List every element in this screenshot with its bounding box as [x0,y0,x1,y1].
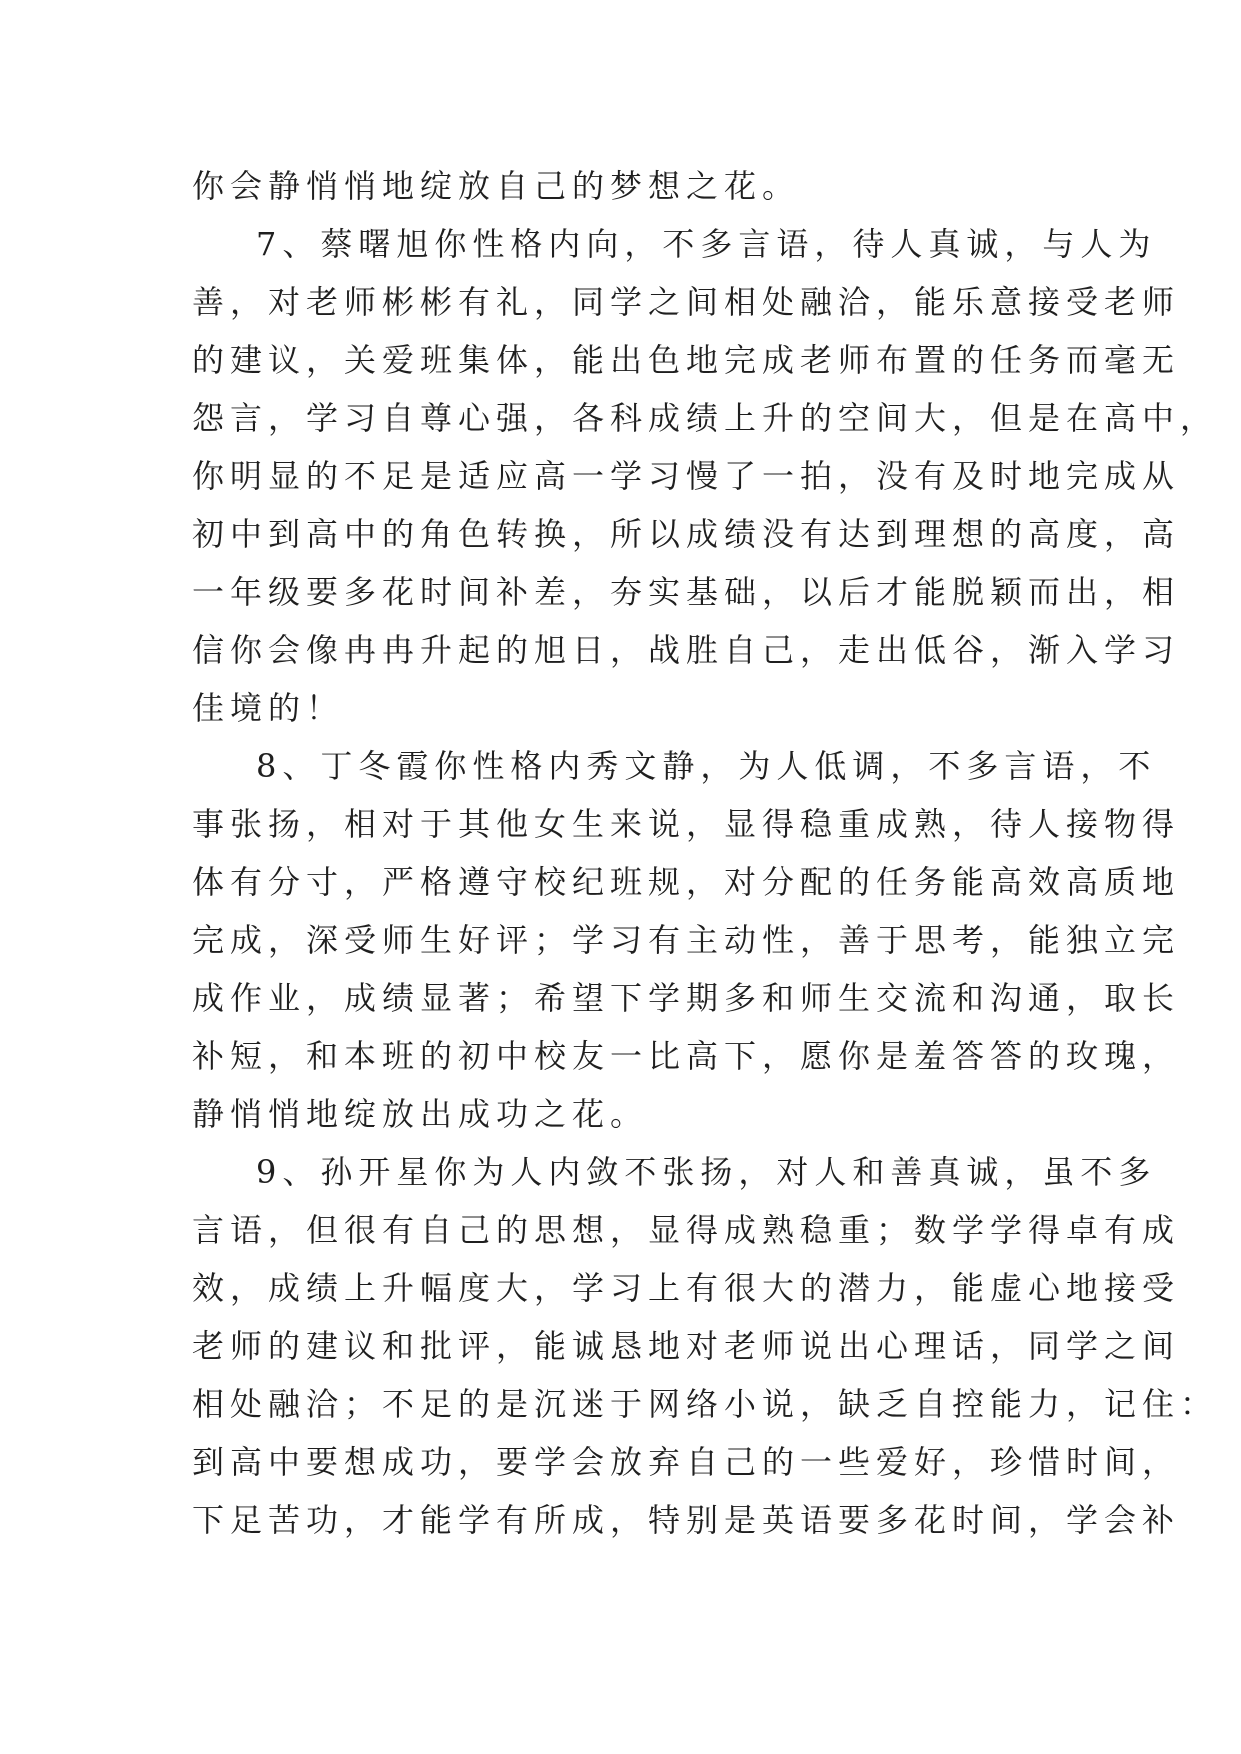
text-line: 言语，但很有自己的思想，显得成熟稳重；数学学得卓有成 [192,1211,1181,1249]
text-line: 事张扬，相对于其他女生来说，显得稳重成熟，待人接物得 [192,805,1181,843]
text-line: 完成，深受师生好评；学习有主动性，善于思考，能独立完 [192,921,1181,959]
text-line: 下足苦功，才能学有所成，特别是英语要多花时间，学会补 [192,1501,1181,1539]
text-line: 补短，和本班的初中校友一比高下，愿你是羞答答的玫瑰， [192,1037,1181,1075]
paragraph-8-first-line: 8、丁冬霞你性格内秀文静，为人低调，不多言语，不 [256,747,1157,785]
text-line: 你会静悄悄地绽放自己的梦想之花。 [192,167,801,205]
text-line: 的建议，关爱班集体，能出色地完成老师布置的任务而毫无 [192,341,1181,379]
text-line: 老师的建议和批评，能诚恳地对老师说出心理话，同学之间 [192,1327,1181,1365]
paragraph-7-first-line: 7、蔡曙旭你性格内向，不多言语，待人真诚，与人为 [256,225,1157,263]
text-line: 怨言，学习自尊心强，各科成绩上升的空间大，但是在高中， [192,399,1219,437]
text-line: 效，成绩上升幅度大，学习上有很大的潜力，能虚心地接受 [192,1269,1181,1307]
text-line: 善，对老师彬彬有礼，同学之间相处融洽，能乐意接受老师 [192,283,1181,321]
text-line: 相处融洽；不足的是沉迷于网络小说，缺乏自控能力，记住： [192,1385,1219,1423]
paragraph-9-first-line: 9、孙开星你为人内敛不张扬，对人和善真诚，虽不多 [256,1153,1157,1191]
text-line: 初中到高中的角色转换，所以成绩没有达到理想的高度，高 [192,515,1181,553]
text-line: 到高中要想成功，要学会放弃自己的一些爱好，珍惜时间， [192,1443,1181,1481]
text-line: 佳境的！ [192,689,345,727]
text-line: 信你会像冉冉升起的旭日，战胜自己，走出低谷，渐入学习 [192,631,1181,669]
text-line: 体有分寸，严格遵守校纪班规，对分配的任务能高效高质地 [192,863,1181,901]
text-line: 一年级要多花时间补差，夯实基础，以后才能脱颖而出，相 [192,573,1181,611]
text-line: 你明显的不足是适应高一学习慢了一拍，没有及时地完成从 [192,457,1181,495]
document-body [192,157,1219,1549]
text-line: 静悄悄地绽放出成功之花。 [192,1095,649,1133]
text-line: 成作业，成绩显著；希望下学期多和师生交流和沟通，取长 [192,979,1181,1017]
